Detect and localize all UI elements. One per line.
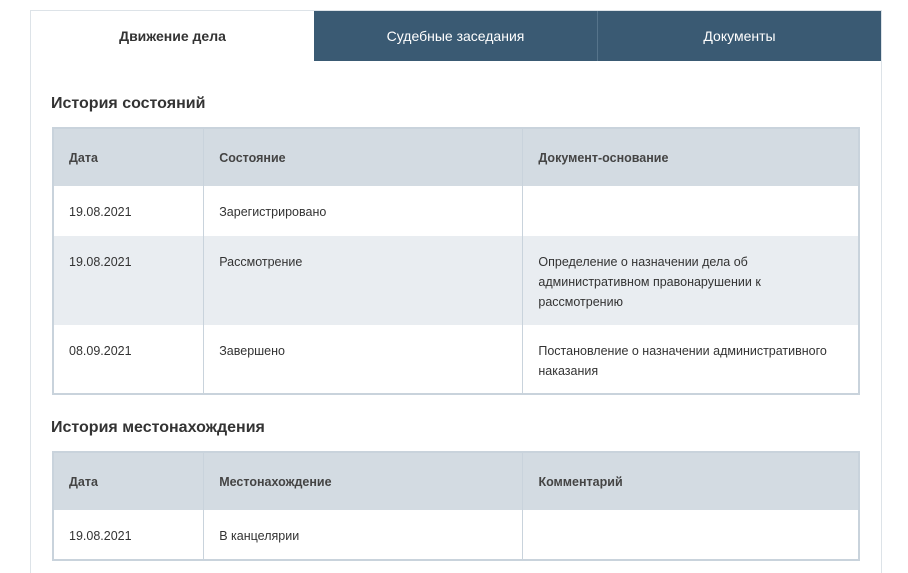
cell-comment bbox=[523, 510, 859, 560]
case-panel bbox=[30, 10, 882, 573]
cell-date: 08.09.2021 bbox=[53, 325, 204, 394]
tab-documents[interactable]: Документы bbox=[597, 11, 881, 61]
table-row bbox=[53, 236, 859, 325]
tab-bar bbox=[31, 11, 881, 61]
cell-document bbox=[523, 186, 859, 236]
cell-date: 19.08.2021 bbox=[53, 510, 204, 560]
location-history-title: История местонахождения bbox=[51, 419, 265, 436]
column-header-date: Дата bbox=[53, 128, 204, 186]
cell-date: 19.08.2021 bbox=[53, 186, 204, 236]
cell-location: В канцелярии bbox=[204, 510, 523, 560]
table-row bbox=[53, 325, 859, 394]
cell-document: Определение о назначении дела об административном правонарушении к рассмотрению bbox=[523, 236, 859, 325]
cell-state: Зарегистрировано bbox=[204, 186, 523, 236]
cell-document: Постановление о назначении административного наказания bbox=[523, 325, 859, 394]
column-header-document: Документ-основание bbox=[523, 128, 859, 186]
table-header-row bbox=[53, 452, 859, 510]
column-header-date: Дата bbox=[53, 452, 204, 510]
table-row bbox=[53, 186, 859, 236]
column-header-state: Состояние bbox=[204, 128, 523, 186]
location-history-table bbox=[52, 451, 860, 561]
table-header-row bbox=[53, 128, 859, 186]
cell-date: 19.08.2021 bbox=[53, 236, 204, 325]
tab-case-movement[interactable]: Движение дела bbox=[31, 11, 314, 61]
column-header-location: Местонахождение bbox=[204, 452, 523, 510]
cell-state: Завершено bbox=[204, 325, 523, 394]
column-header-comment: Комментарий bbox=[523, 452, 859, 510]
status-history-table bbox=[52, 127, 860, 395]
table-row bbox=[53, 510, 859, 560]
tab-court-hearings[interactable]: Судебные заседания bbox=[314, 11, 597, 61]
status-history-title: История состояний bbox=[51, 95, 206, 112]
cell-state: Рассмотрение bbox=[204, 236, 523, 325]
